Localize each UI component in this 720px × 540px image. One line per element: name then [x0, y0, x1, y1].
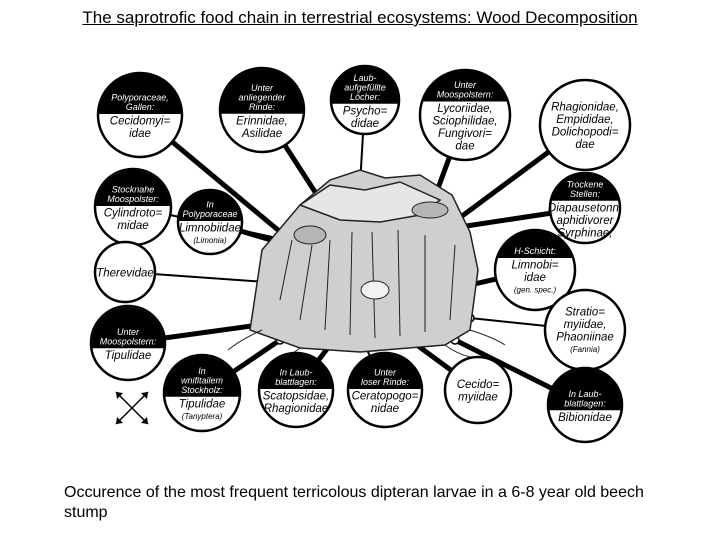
beech-stump-illustration — [228, 170, 505, 362]
taxon-name: idae — [524, 272, 546, 284]
compass-arrows-icon — [116, 392, 148, 424]
taxon-name: didae — [350, 117, 380, 130]
circle-header-text: Stocknahe — [111, 184, 155, 195]
taxon-name: Cecidomyi= — [109, 115, 171, 128]
taxon-name: Lycoriidae, — [437, 103, 493, 115]
circle-header-text: wnifitailem — [180, 375, 224, 386]
circle-header-text: Unter — [453, 80, 477, 90]
circle-header-text: Unter — [250, 82, 274, 93]
taxon-name: Tipulidae — [104, 349, 152, 362]
taxon-name: dae — [575, 139, 595, 151]
taxon-circle — [259, 353, 333, 427]
taxon-circle — [545, 290, 625, 370]
circle-header-text: Polyporaceae, — [111, 92, 169, 103]
circle-header-text: Stockholz: — [181, 384, 223, 395]
taxon-name: Psycho= — [342, 105, 388, 118]
taxon-name: Phaoniinae — [556, 331, 614, 344]
taxon-genus-note: (gen. spec.) — [513, 285, 557, 295]
taxon-genus-note: (Tanyptera) — [181, 411, 223, 421]
taxon-name: nidae — [370, 403, 400, 415]
taxon-name: Stratio= — [565, 306, 605, 319]
circle-header-text: In Laub- — [568, 388, 602, 399]
taxon-circle — [95, 169, 171, 245]
circle-header-text: Moospolstern: — [99, 336, 157, 347]
taxon-circle — [548, 173, 622, 243]
circle-header-text: Laub- — [353, 72, 377, 83]
circle-header-text: Unter — [373, 367, 397, 378]
taxon-circle — [548, 368, 622, 442]
taxon-circle — [98, 73, 182, 157]
circle-header-text: In Laub- — [279, 367, 313, 378]
taxon-circle — [178, 190, 242, 254]
taxon-name: Rhagionidae, — [551, 101, 619, 114]
circle-header-text: Gallen: — [125, 102, 155, 112]
taxon-name: Limnobi= — [511, 259, 559, 272]
circle-header-text: In — [198, 365, 206, 376]
taxon-name: Cylindroto= — [103, 207, 163, 220]
circle-header-text: Moospolstern: — [436, 89, 494, 100]
taxon-name: Ceratopogo= — [351, 390, 419, 403]
taxon-circle — [164, 355, 240, 431]
taxon-circle — [445, 357, 511, 423]
circle-header-text: Stellen: — [569, 188, 601, 199]
circle-header-text: In — [206, 199, 214, 210]
taxon-name: Asilidae — [241, 127, 283, 140]
taxon-circle — [420, 70, 510, 160]
taxon-name: Dolichopodi= — [551, 126, 619, 139]
taxon-circle — [331, 66, 399, 134]
taxon-name: dae — [455, 140, 475, 153]
circle-header-text: Unter — [116, 326, 140, 337]
taxon-name: Sciophilidae, — [432, 115, 498, 128]
taxon-circle — [95, 242, 155, 302]
taxon-name: midae — [117, 220, 149, 232]
taxon-circle — [540, 80, 630, 170]
circle-header-text: Polyporaceae — [182, 209, 238, 219]
taxon-name: Limnobiidae — [178, 222, 242, 235]
circle-header-text: Löcher: — [349, 91, 381, 102]
taxon-name: myiidae — [458, 391, 498, 404]
taxon-name: Empididae, — [556, 114, 614, 126]
taxon-genus-note: (Fannia) — [570, 345, 600, 354]
taxon-name: Erinnidae, — [236, 115, 288, 128]
page-title: The saprotrofic food chain in terrestrial ecosystems: Wood Decomposition — [82, 8, 638, 27]
taxon-circle — [91, 306, 165, 380]
taxon-name: Scatopsidae, — [262, 390, 330, 403]
taxon-name: myiidae, — [563, 319, 607, 331]
circle-header-text: Moospolster: — [107, 194, 159, 204]
circle-header-text: blattlagen: — [564, 398, 606, 409]
taxon-name: aphidivorer — [556, 214, 614, 227]
taxon-name: Diapausetonn. — [547, 202, 623, 215]
taxon-circle — [348, 353, 422, 427]
taxon-name: Bibionidae — [558, 411, 612, 424]
circle-header-text: H-Schicht: — [514, 246, 556, 256]
taxon-name: Fungivori= — [437, 128, 493, 140]
circle-header-text: aufgefüllte — [344, 82, 386, 93]
taxon-name: Cecido= — [456, 379, 500, 391]
taxon-name: Tipulidae — [178, 398, 226, 411]
circle-header-text: Trockene — [566, 179, 604, 190]
taxon-circle — [220, 68, 304, 152]
taxon-name: Syrphinae, — [557, 227, 613, 240]
circle-header-text: anliegender — [238, 92, 286, 103]
taxon-name: idae — [129, 128, 151, 140]
taxon-name: Therevidae — [96, 267, 154, 280]
figure-caption: Occurence of the most frequent terricolous dipteran larvae in a 6-8 year old beech stump — [64, 484, 644, 521]
circle-header-text: blattlagen: — [275, 377, 317, 387]
taxon-genus-note: (Limonia) — [193, 236, 227, 245]
taxon-name: Rhagionidae — [263, 403, 329, 415]
circle-header-text: loser Rinde: — [360, 377, 410, 387]
circle-header-text: Rinde: — [248, 101, 276, 112]
